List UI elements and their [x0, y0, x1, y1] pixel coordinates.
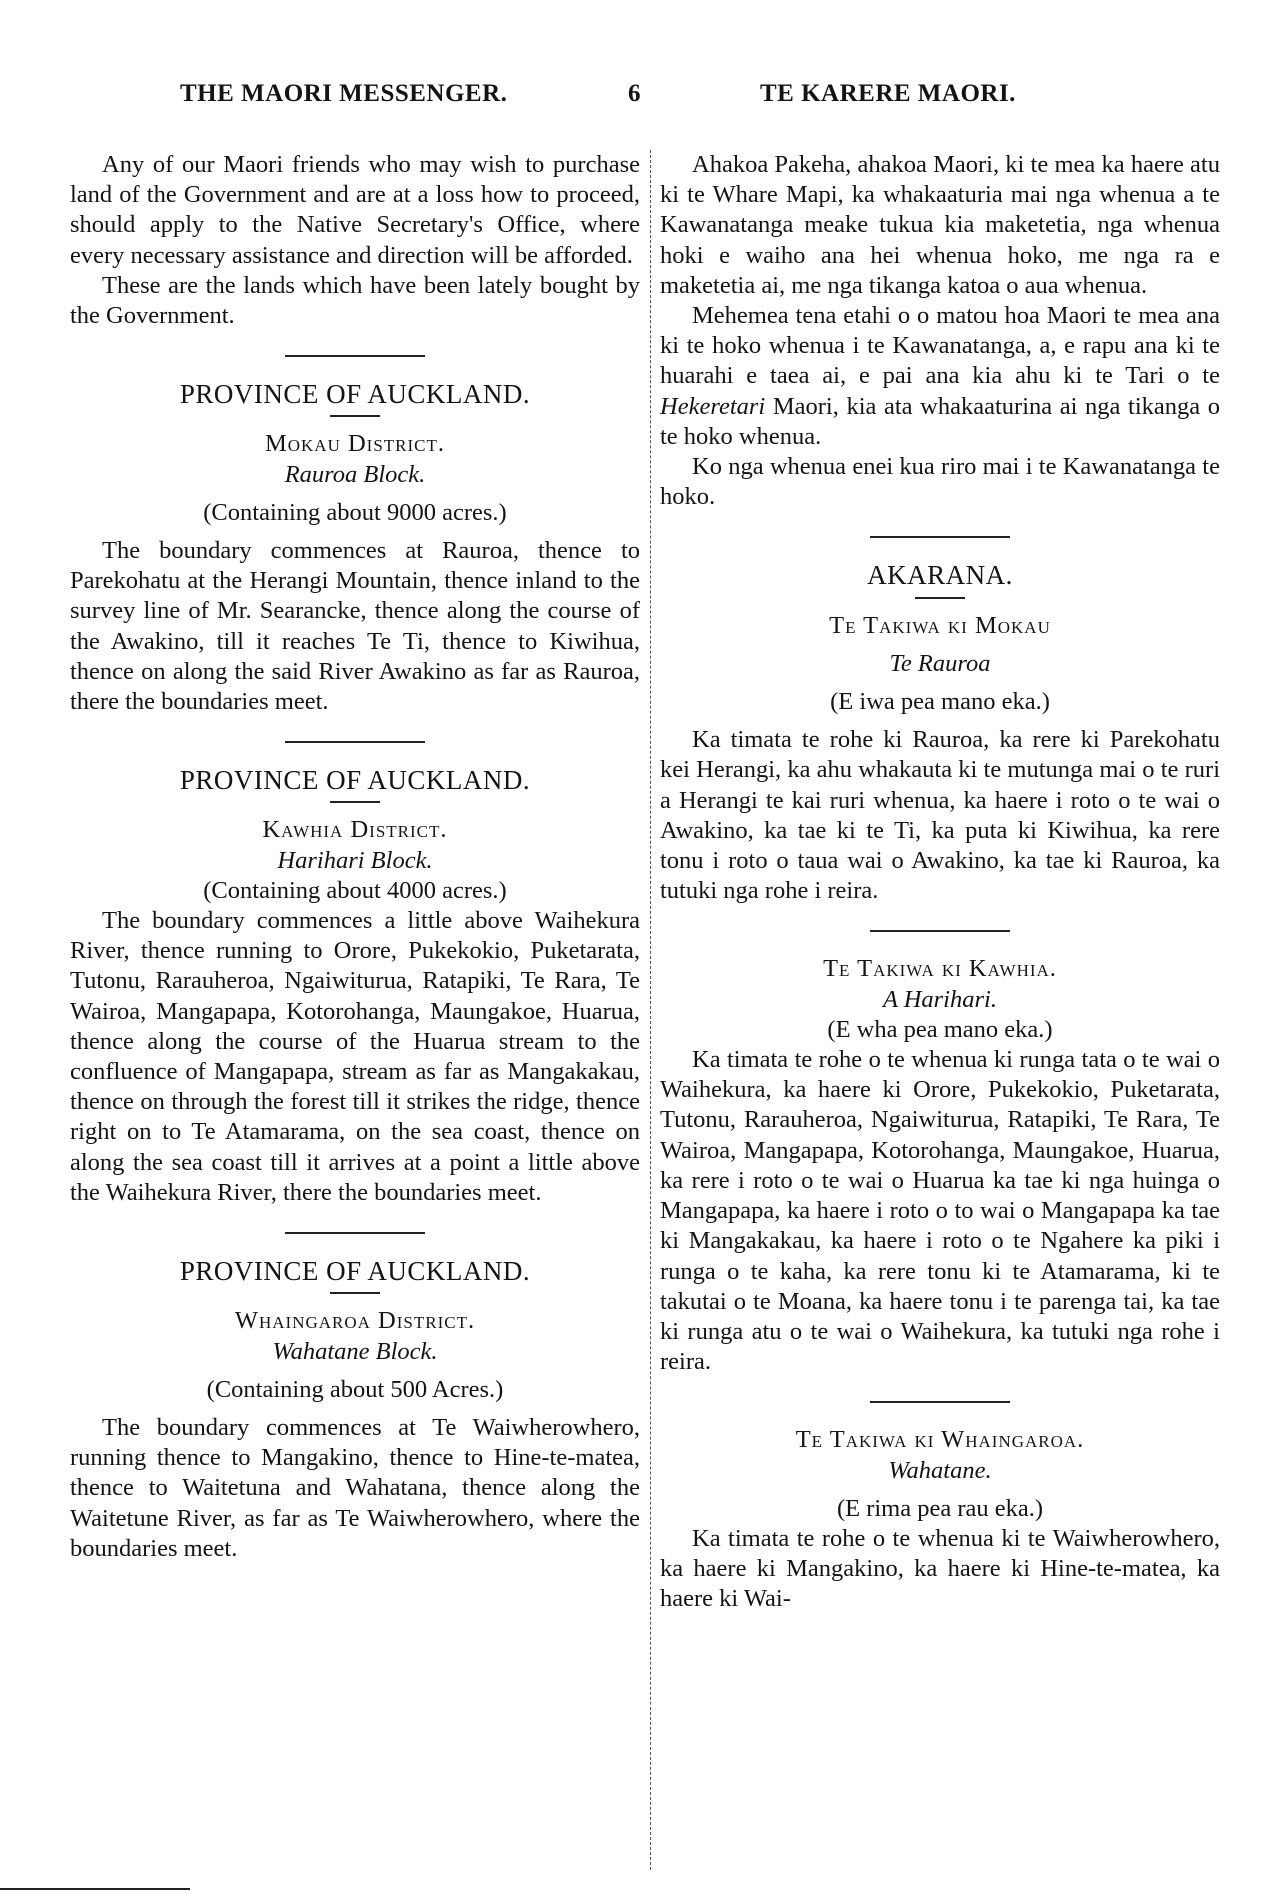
- page-number: 6: [628, 80, 641, 107]
- section-rule: [870, 1401, 1010, 1403]
- acreage: (Containing about 9000 acres.): [203, 498, 507, 526]
- masthead-english: THE MAORI MESSENGER.: [180, 80, 508, 107]
- district-heading: Mokau District.: [264, 430, 446, 458]
- english-intro-paragraph-2: These are the lands which have been lately bought by the Government.: [70, 271, 640, 330]
- acreage: (E rima pea rau eka.): [836, 1494, 1044, 1522]
- boundary-description: Ka timata te rohe ki Rauroa, ka rere ki Parekohatu kei Herangi, ka ahu whakauta ki te mutunga mai o te ruri a Herangi te kai ruri whenua, ka haere i roto o te wai o Awakino, ka tae ki te Ti, ka puta ki Kiwihua, ka rere tonu i roto o taua wai o Awakino, ka tae ki Rauroa, ka tutuki nga rohe i reira.: [660, 726, 1220, 905]
- section-rule: [285, 1232, 425, 1234]
- district-heading: Te Takiwa ki Whaingaroa.: [795, 1426, 1085, 1454]
- english-intro-paragraph: Any of our Maori friends who may wish to purchase land of the Government and are at a loss how to proceed, should apply to the Native Secretary's Office, where every necessary assistance and direction will be afforded.: [70, 151, 640, 269]
- block-name: Harihari Block.: [277, 846, 433, 874]
- boundary-description: Ka timata te rohe o te whenua ki runga tata o te wai o Waihekura, ka haere ki Orore, Pukekokio, Puketarata, Tutonu, Rarauheroa, Ngaiwiturua, Ratapiki, Te Rara, Te Wairoa, Mangapapa, Kotorohanga, Maungakoe, Huarua, ka rere i roto o te wai o Huarua ka tae ki nga huinga o Mangapapa, ka haere i roto o to wai o Mangapapa ka tae ki Mangakakau, ka haere i roto o te Ngahere ka piki i runga o te kaha, ka rere tonu ki te Atamarama, ki te takutai o te Moana, ka haere tonu i te parenga tai, ka tae ki runga atu o te wai o Waihekura, ka tutuki nga rohe i reira.: [660, 1046, 1220, 1376]
- district-heading: Te Takiwa ki Mokau: [829, 611, 1051, 639]
- acreage: (E wha pea mano eka.): [827, 1015, 1053, 1043]
- boundary-description: The boundary commences a little above Waihekura River, thence running to Orore, Pukekokio, Puketarata, Tutonu, Rarauheroa, Ngaiwiturua, Ratapiki, Te Rara, Te Wairoa, Mangapapa, Kotorohanga, Maungakoe, Huarua, thence along the course of the Huarua stream to the confluence of Mangapapa, stream as far as Mangakakau, thence on through the forest till it strikes the ridge, thence right on to Te Atamarama, on the sea coast, thence on along the sea coast till it arrives at a point a little above the Waihekura River, there the boundaries meet.: [70, 907, 640, 1206]
- short-rule: [330, 1292, 380, 1294]
- district-heading: Te Takiwa ki Kawhia.: [823, 955, 1057, 983]
- block-name: Wahatane.: [888, 1456, 992, 1484]
- acreage: (E iwa pea mano eka.): [830, 688, 1050, 716]
- province-heading: AKARANA.: [867, 560, 1013, 591]
- block-name: A Harihari.: [883, 985, 997, 1013]
- column-divider: [650, 150, 652, 1870]
- boundary-description: The boundary commences at Te Waiwherowhero, running thence to Mangakino, thence to Hine-te-matea, thence to Waitetuna and Wahatana, thence along the Waitetune River, as far as Te Waiwherowhero, where the boundaries meet.: [70, 1413, 640, 1562]
- short-rule: [330, 801, 380, 803]
- footer-rule: [0, 1888, 190, 1890]
- page-header: [180, 80, 1100, 120]
- maori-intro-paragraph: Ahakoa Pakeha, ahakoa Maori, ki te mea ka haere atu ki te Whare Mapi, ka whakaaturia mai nga whenua a te Kawanatanga meake tukua kia maketetia, nga whenua hoki e waiho ana hei whenua hoko, me nga ra e maketetia ai, me nga tikanga katoa o aua whenua.: [660, 151, 1220, 299]
- masthead-maori: TE KARERE MAORI.: [760, 80, 1016, 107]
- province-heading: PROVINCE OF AUCKLAND.: [179, 1256, 531, 1287]
- section-rule: [285, 741, 425, 743]
- section-rule: [285, 355, 425, 357]
- section-rule: [870, 536, 1010, 538]
- province-heading: PROVINCE OF AUCKLAND.: [179, 765, 531, 796]
- district-heading: Kawhia District.: [262, 816, 448, 844]
- maori-intro-paragraph-3: Ko nga whenua enei kua riro mai i te Kawanatanga te hoko.: [660, 453, 1220, 511]
- boundary-description: Ka timata te rohe o te whenua ki te Waiwherowhero, ka haere ki Mangakino, ka haere ki Hine-te-matea, ka haere ki Wai-: [660, 1524, 1220, 1613]
- district-heading: Whaingaroa District.: [234, 1307, 476, 1335]
- english-column: [70, 150, 640, 1564]
- block-name: Te Rauroa: [889, 649, 991, 677]
- acreage: (Containing about 500 Acres.): [206, 1375, 504, 1403]
- section-rule: [870, 930, 1010, 932]
- maori-intro-paragraph-2: Mehemea tena etahi o o matou hoa Maori te mea ana ki te hoko whenua i te Kawanatanga, a, e rapu ana ki te huarahi e taea ai, e pai ana kia ahu ki te Tari o te Hekeretari Maori, kia ata whakaaturina ai nga tikanga o te hoko whenua.: [660, 302, 1220, 450]
- block-name: Wahatane Block.: [272, 1337, 438, 1365]
- short-rule: [330, 415, 380, 417]
- short-rule: [915, 597, 965, 599]
- boundary-description: The boundary commences at Rauroa, thence to Parekohatu at the Herangi Mountain, thence inland to the survey line of Mr. Searancke, thence along the course of the Awakino, till it reaches Te Ti, thence to Kiwihua, thence on along the said River Awakino as far as Rauroa, there the boundaries meet.: [70, 537, 640, 716]
- maori-column: [660, 150, 1220, 1615]
- italic-word: Hekeretari: [660, 392, 766, 420]
- province-heading: PROVINCE OF AUCKLAND.: [179, 379, 531, 410]
- block-name: Rauroa Block.: [284, 460, 426, 488]
- acreage: (Containing about 4000 acres.): [203, 876, 507, 904]
